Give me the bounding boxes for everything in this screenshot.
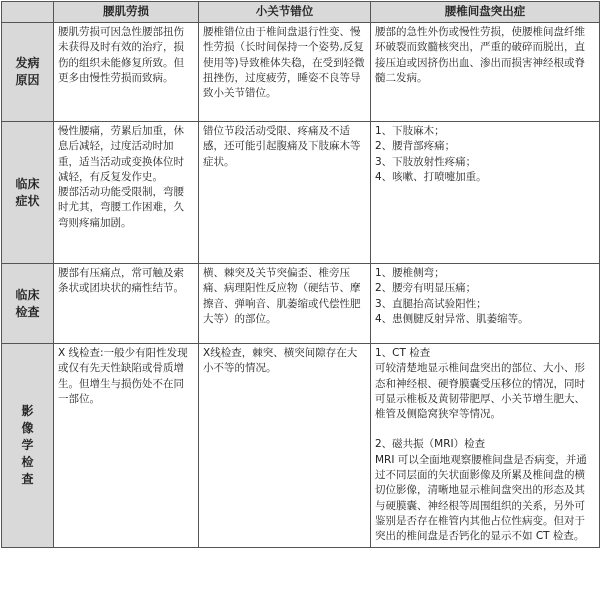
row-label-imaging: [2, 344, 54, 548]
mri-heading: 2、磁共振（MRI）检查: [375, 438, 486, 451]
list-item: 2、腰旁有明显压痛；: [375, 282, 477, 295]
cell-text: X线检查，棘突、横突间隙存在大小不等的情况。: [203, 347, 358, 375]
row-label-text: 像: [21, 420, 34, 435]
cell-text: 错位节段活动受限、疼痛及不适感，还可能引起腹痛及下肢麻木等症状。: [203, 125, 361, 168]
row-imaging: [2, 344, 600, 548]
cell-exam-facet-joint: [199, 264, 371, 344]
cell-cause-muscle-strain: [54, 23, 199, 122]
header-facet-joint-dislocation: 小关节错位: [199, 2, 371, 23]
cell-text: 腰部活动功能受限制，弯腰时尤其，弯腰工作困难，久弯则疼痛加剧。: [58, 186, 184, 229]
header-lumbar-disc-herniation: 腰椎间盘突出症: [371, 2, 600, 23]
row-label-text: 临床: [15, 176, 40, 191]
cell-text: 横、棘突及关节突偏歪、椎旁压痛、病理阳性反应物（硬结节、摩擦音、弹响音、肌萎缩或代偿性肥大等）的部位。: [203, 267, 361, 325]
ct-description: 可较清楚地显示椎间盘突出的部位、大小、形态和神经根、硬脊膜囊受压移位的情况，同时可显示椎板及黄韧带肥厚、小关节增生肥大、椎管及侧隐窝狭窄等情况。: [375, 362, 585, 421]
cell-text: 腰肌劳损可因急性腰部扭伤未获得及时有效的治疗，损伤的组织未能修复所致。但更多由慢性劳损而致病。: [58, 26, 184, 84]
cell-exam-disc-herniation: [371, 264, 600, 344]
row-label-text: 影: [21, 403, 34, 418]
row-label-text: 检: [21, 454, 34, 469]
comparison-table: [1, 1, 600, 548]
cell-cause-disc-herniation: [371, 23, 600, 122]
cell-imaging-muscle-strain: [54, 344, 199, 548]
header-lumbar-muscle-strain: 腰肌劳损: [54, 2, 199, 23]
row-cause: [2, 23, 600, 122]
row-symptoms: [2, 122, 600, 264]
mri-description: MRI 可以全面地观察腰椎间盘是否病变，并通过不同层面的矢状面影像及所累及椎间盘的横切位影像，清晰地显示椎间盘突出的形态及其与硬膜囊、神经根等周围组织的关系，另外可鉴别是否存在椎管内其他占位性病变。但对于突出的椎间盘是否钙化的显示不如 CT 检查。: [375, 453, 587, 543]
cell-exam-muscle-strain: [54, 264, 199, 344]
cell-text: 腰椎错位由于椎间盘退行性变、慢性劳损（长时间保持一个姿势,反复使用等)导致椎体失稳，在受到轻微扭挫伤，过度疲劳，睡姿不良等导致小关节错位。: [203, 26, 365, 100]
list-item: 2、腰背部疼痛；: [375, 140, 456, 153]
row-clinical-exam: [2, 264, 600, 344]
row-label-clinical-exam: [2, 264, 54, 344]
cell-symptoms-facet-joint: [199, 122, 371, 264]
cell-text: 腰部的急性外伤或慢性劳损，使腰椎间盘纤维环破裂而致髓核突出，严重的破碎而脱出，直接压迫或因挤伤出血、渗出而损害神经根或脊髓二发病。: [375, 26, 585, 84]
cell-text: X 线检查:一般少有阳性发现或仅有先天性缺陷或骨质增生。但增生与损伤处不在同一部位。: [58, 347, 188, 405]
header-row: [2, 2, 600, 23]
cell-symptoms-disc-herniation: [371, 122, 600, 264]
row-label-symptoms: [2, 122, 54, 264]
list-item: 1、腰椎侧弯；: [375, 267, 445, 279]
header-corner-cell: [2, 2, 54, 23]
row-label-text: 发病: [15, 56, 40, 70]
ct-heading: 1、CT 检查: [375, 347, 431, 359]
cell-cause-facet-joint: [199, 23, 371, 122]
list-item: 4、患侧腱反射异常、肌萎缩等。: [375, 312, 529, 325]
row-label-text: 查: [21, 471, 34, 486]
list-item: 3、下肢放射性疼痛；: [375, 155, 477, 168]
cell-imaging-facet-joint: [199, 344, 371, 548]
paragraph-spacer: [375, 422, 595, 437]
list-item: 4、咳嗽、打喷嚏加重。: [375, 170, 487, 183]
cell-imaging-disc-herniation: [371, 344, 600, 548]
comparison-table-container: [0, 1, 600, 616]
row-label-cause: [2, 23, 54, 122]
cell-symptoms-muscle-strain: [54, 122, 199, 264]
row-label-text: 检查: [15, 304, 40, 319]
row-label-text: 原因: [15, 73, 40, 87]
list-item: 1、下肢麻木；: [375, 125, 445, 137]
row-label-text: 学: [21, 437, 34, 452]
row-label-text: 症状: [15, 193, 40, 208]
list-item: 3、直腿抬高试验阳性；: [375, 297, 487, 310]
row-label-text: 临床: [15, 287, 40, 302]
cell-text: 慢性腰痛，劳累后加重，休息后减轻，过度活动时加重，适当活动或变换体位时减轻，有反复发作史。: [58, 125, 184, 183]
cell-text: 腰部有压痛点，常可触及索条状或团块状的痛性结节。: [58, 267, 184, 295]
